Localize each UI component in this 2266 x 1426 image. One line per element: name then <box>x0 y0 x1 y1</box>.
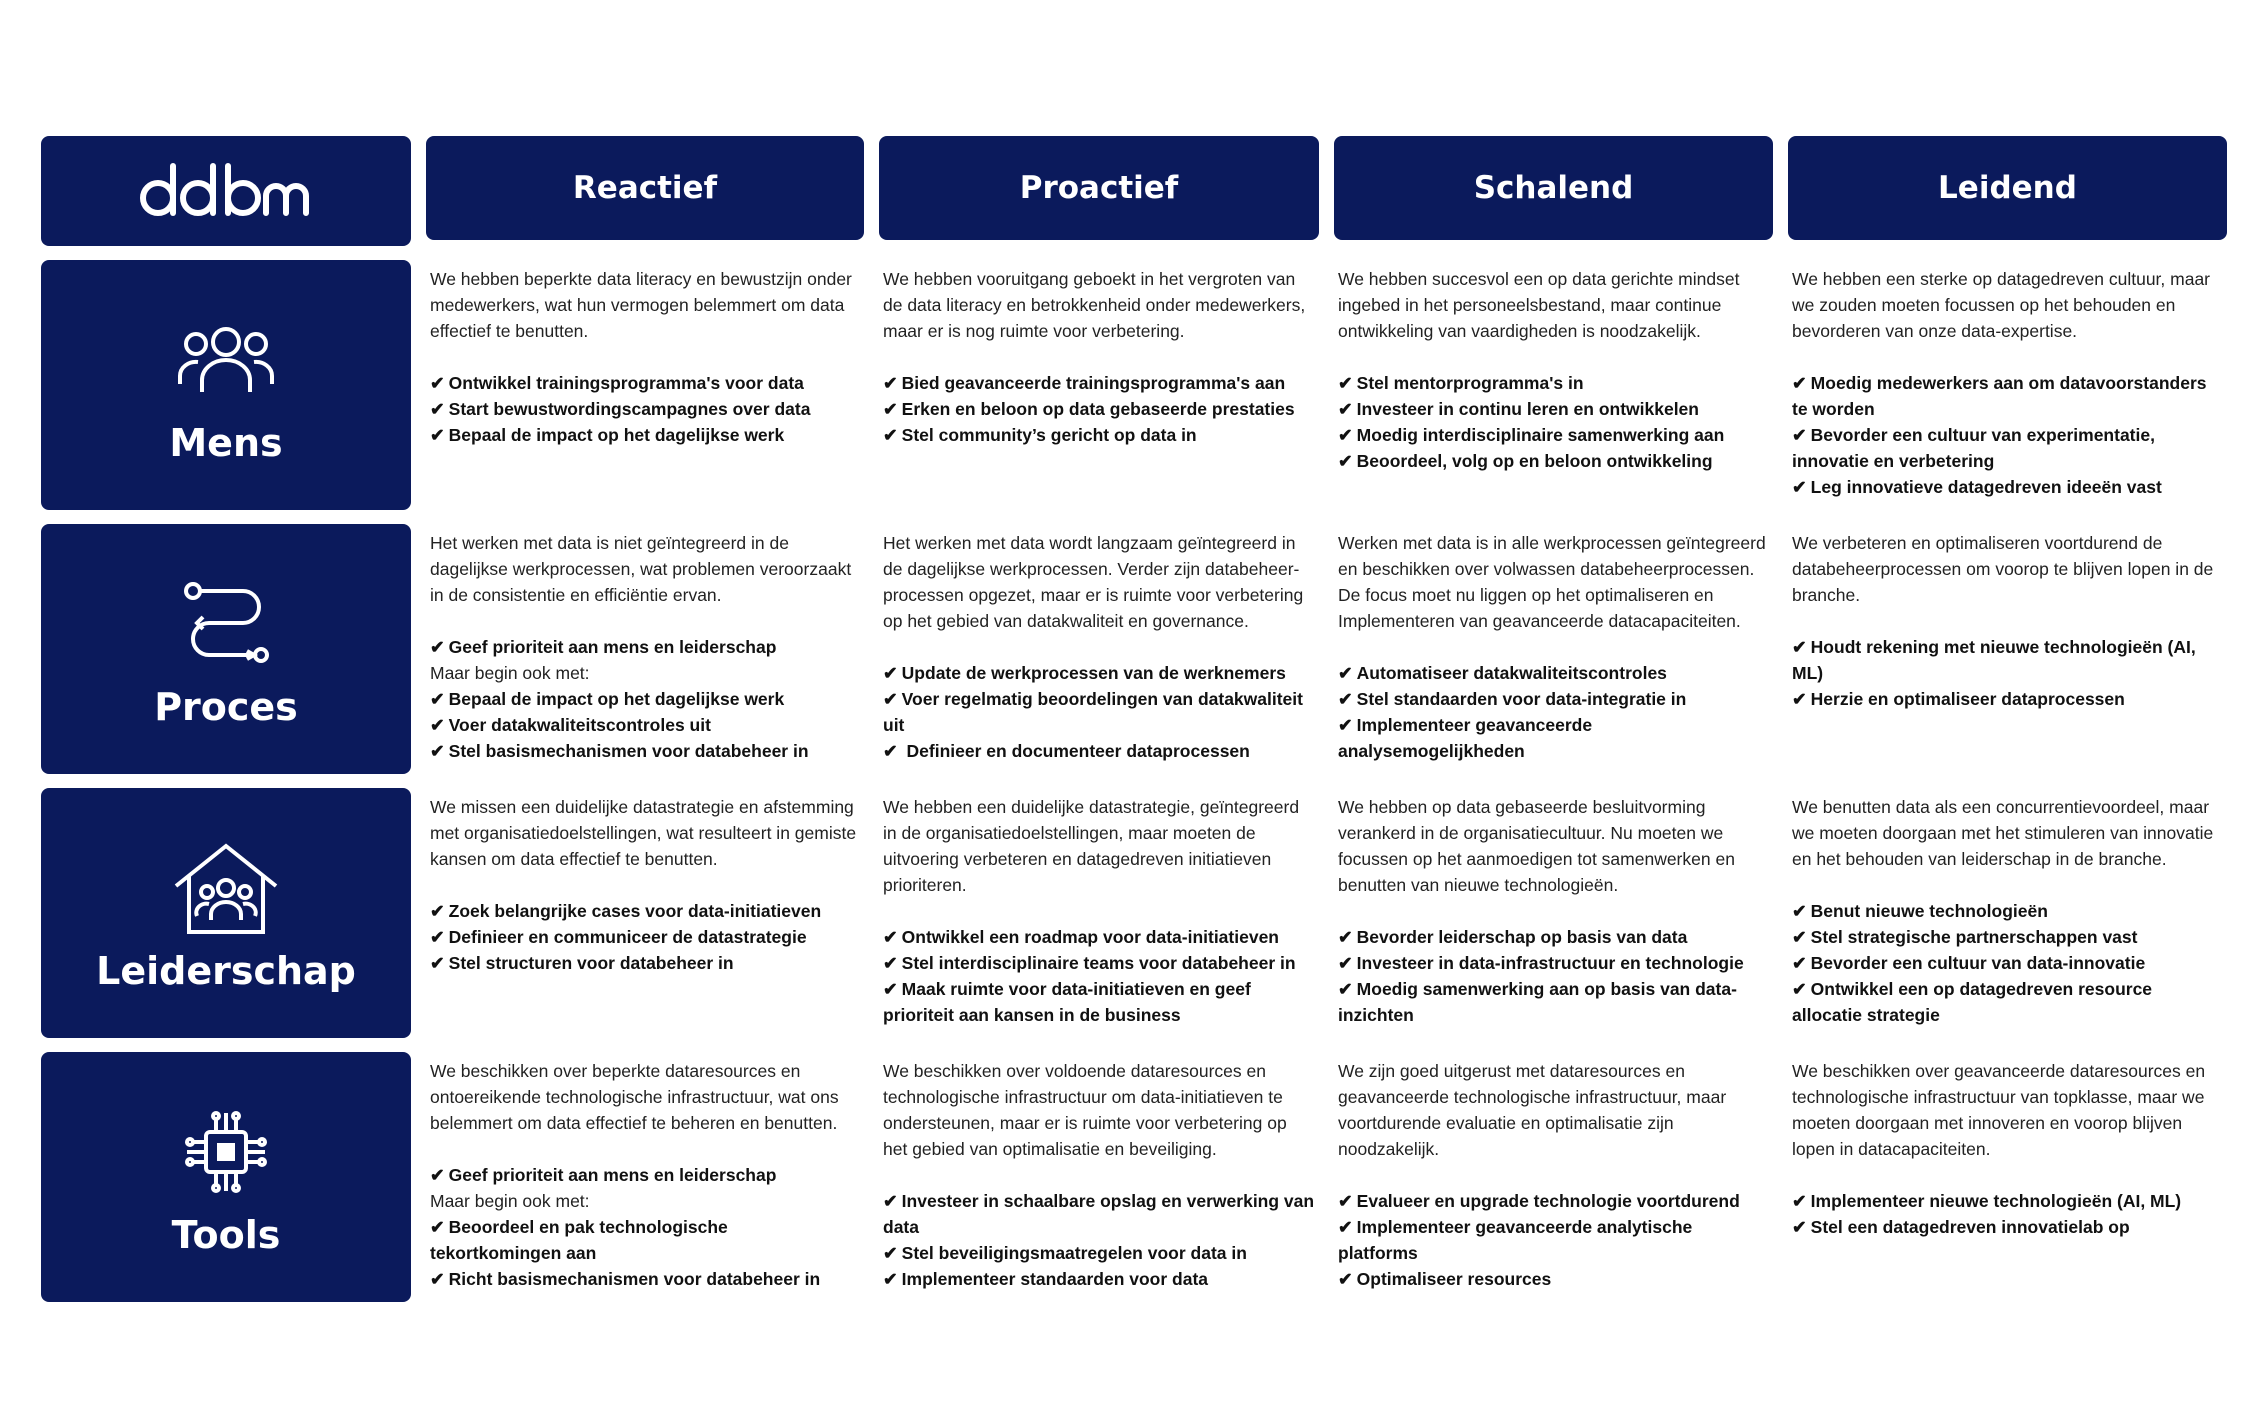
checkmark-icon: ✔ <box>1338 979 1353 999</box>
item-text: Ontwikkel een roadmap voor data-initiatieven <box>901 927 1279 947</box>
action-item <box>883 1266 1315 1292</box>
item-text: Investeer in data-infrastructuur en technologie <box>1356 953 1744 973</box>
action-item <box>883 370 1315 396</box>
item-text: Stel standaarden voor data-integratie in <box>1356 689 1687 709</box>
checkmark-icon: ✔ <box>430 901 445 921</box>
action-item <box>1338 712 1769 764</box>
item-text: Zoek belangrijke cases voor data-initiatieven <box>448 901 822 921</box>
cell-description: We hebben een duidelijke datastrategie, geïntegreerd in de organisatiedoelstellingen, maar moeten de uitvoering verbeteren en datagedreven initiatieven prioriteren. <box>883 797 1300 895</box>
item-text: Houdt rekening met nieuwe technologieën (AI, ML) <box>1792 637 2196 683</box>
action-item <box>430 396 860 422</box>
item-text: Bied geavanceerde trainingsprogramma's aan <box>901 373 1286 393</box>
action-item <box>430 686 860 712</box>
cell-tools-leidend <box>1788 1052 2227 1302</box>
note-text <box>430 660 860 686</box>
item-text: Herzie en optimaliseer dataprocessen <box>1810 689 2125 709</box>
checkmark-icon: ✔ <box>1792 927 1807 947</box>
action-item <box>1338 976 1769 1028</box>
cell-leiderschap-leidend <box>1788 788 2227 1038</box>
checkmark-icon: ✔ <box>1338 451 1353 471</box>
cell-description: We zijn goed uitgerust met dataresources en geavanceerde technologische infrastructuur, maar voortdurende evaluatie en optimalisatie zijn noodzakelijk. <box>1338 1061 1727 1159</box>
action-item <box>1338 1188 1769 1214</box>
action-item <box>1338 660 1769 686</box>
item-text: Definieer en communiceer de datastrategie <box>448 927 807 947</box>
checkmark-icon: ✔ <box>1338 927 1353 947</box>
item-text: Bepaal de impact op het dagelijkse werk <box>448 689 785 709</box>
checkmark-icon: ✔ <box>1338 399 1353 419</box>
house-people-icon <box>171 833 281 943</box>
cell-mens-leidend <box>1788 260 2227 510</box>
cell-description: We hebben op data gebaseerde besluitvorming verankerd in de organisatiecultuur. Nu moeten we focussen op het aanmoedigen tot samenwerken en benutten van nieuwe technologieën. <box>1338 797 1735 895</box>
checkmark-icon: ✔ <box>430 953 445 973</box>
action-item <box>1338 924 1769 950</box>
checkmark-icon: ✔ <box>883 741 898 761</box>
action-item <box>883 1240 1315 1266</box>
row-title: Leiderschap <box>96 949 356 993</box>
action-item <box>1792 1214 2223 1240</box>
checkmark-icon: ✔ <box>430 1165 445 1185</box>
cell-description: Het werken met data is niet geïntegreerd in de dagelijkse werkprocessen, wat problemen veroorzaakt in de consistentie en efficiëntie ervan. <box>430 533 852 605</box>
action-item <box>1792 898 2223 924</box>
item-text: Ontwikkel een op datagedreven resource allocatie strategie <box>1792 979 2153 1025</box>
item-text: Bevorder leiderschap op basis van data <box>1356 927 1688 947</box>
checkmark-icon: ✔ <box>1338 953 1353 973</box>
action-item <box>1792 370 2223 422</box>
item-text: Bevorder een cultuur van data-innovatie <box>1810 953 2146 973</box>
checkmark-icon: ✔ <box>883 979 898 999</box>
checkmark-icon: ✔ <box>430 637 445 657</box>
item-text: Automatiseer datakwaliteitscontroles <box>1356 663 1667 683</box>
cell-leiderschap-reactief <box>426 788 864 1038</box>
action-item <box>1338 396 1769 422</box>
process-flow-icon <box>171 569 281 679</box>
cell-proces-schalend <box>1334 524 1773 774</box>
cell-tools-schalend <box>1334 1052 1773 1302</box>
action-item <box>430 634 860 660</box>
checkmark-icon: ✔ <box>883 399 898 419</box>
item-text: Beoordeel en pak technologische tekortkomingen aan <box>430 1217 728 1263</box>
checkmark-icon: ✔ <box>1792 901 1807 921</box>
cell-proces-leidend <box>1788 524 2227 774</box>
people-icon <box>171 305 281 415</box>
checkmark-icon: ✔ <box>1338 373 1353 393</box>
cell-description: We hebben een sterke op datagedreven cultuur, maar we zouden moeten focussen op het behouden en bevorderen van onze data-expertise. <box>1792 269 2211 341</box>
row-title: Mens <box>169 421 283 465</box>
checkmark-icon: ✔ <box>883 1243 898 1263</box>
logo <box>41 136 411 246</box>
action-item <box>1338 686 1769 712</box>
checkmark-icon: ✔ <box>1338 1191 1353 1211</box>
action-item <box>1792 976 2223 1028</box>
action-item <box>1338 448 1769 474</box>
row-label-proces <box>41 524 411 774</box>
action-item <box>430 738 860 764</box>
checkmark-icon: ✔ <box>1792 953 1807 973</box>
row-label-mens <box>41 260 411 510</box>
item-text: Bepaal de impact op het dagelijkse werk <box>448 425 785 445</box>
action-item <box>430 1162 860 1188</box>
item-text: Investeer in schaalbare opslag en verwerking van data <box>883 1191 1315 1237</box>
checkmark-icon: ✔ <box>430 373 445 393</box>
action-item <box>883 950 1315 976</box>
checkmark-icon: ✔ <box>883 689 898 709</box>
item-text: Richt basismechanismen voor databeheer in <box>448 1269 821 1289</box>
checkmark-icon: ✔ <box>1792 689 1807 709</box>
checkmark-icon: ✔ <box>1792 477 1807 497</box>
item-text: Implementeer nieuwe technologieën (AI, ML) <box>1810 1191 2182 1211</box>
cell-description: We verbeteren en optimaliseren voortdurend de databeheerprocessen om voorop te blijven lopen in de branche. <box>1792 533 2214 605</box>
cell-description: We benutten data als een concurrentievoordeel, maar we moeten doorgaan met het stimuleren van innovatie en het behouden van leiderschap in de branche. <box>1792 797 2214 869</box>
action-item <box>883 422 1315 448</box>
cell-tools-proactief <box>879 1052 1319 1302</box>
checkmark-icon: ✔ <box>430 715 445 735</box>
checkmark-icon: ✔ <box>430 425 445 445</box>
item-text: Benut nieuwe technologieën <box>1810 901 2048 921</box>
item-text: Start bewustwordingscampagnes over data <box>448 399 811 419</box>
column-header-leidend: Leidend <box>1788 136 2227 240</box>
action-item <box>1338 950 1769 976</box>
action-item <box>430 1266 860 1292</box>
row-title: Tools <box>171 1213 281 1257</box>
checkmark-icon: ✔ <box>883 1269 898 1289</box>
checkmark-icon: ✔ <box>883 927 898 947</box>
checkmark-icon: ✔ <box>1338 1217 1353 1237</box>
action-item <box>1792 950 2223 976</box>
checkmark-icon: ✔ <box>883 1191 898 1211</box>
action-item <box>883 1188 1315 1240</box>
action-item <box>883 396 1315 422</box>
action-item <box>1338 1266 1769 1292</box>
item-text: Maak ruimte voor data-initiatieven en geef prioriteit aan kansen in de business <box>883 979 1251 1025</box>
item-text: Beoordeel, volg op en beloon ontwikkeling <box>1356 451 1713 471</box>
row-label-leiderschap <box>41 788 411 1038</box>
cell-description: Werken met data is in alle werkprocessen geïntegreerd en beschikken over volwassen databeheerprocessen. De focus moet nu liggen op het optimaliseren en Implementeren van geavanceerde datacapaciteiten. <box>1338 533 1766 631</box>
item-text: Evalueer en upgrade technologie voortdurend <box>1356 1191 1740 1211</box>
item-text: Update de werkprocessen van de werknemers <box>901 663 1286 683</box>
action-item <box>430 898 860 924</box>
item-text: Investeer in continu leren en ontwikkelen <box>1356 399 1699 419</box>
item-text: Stel basismechanismen voor databeheer in <box>448 741 809 761</box>
checkmark-icon: ✔ <box>430 399 445 419</box>
action-item <box>883 660 1315 686</box>
item-text: Ontwikkel trainingsprogramma's voor data <box>448 373 804 393</box>
checkmark-icon: ✔ <box>1338 425 1353 445</box>
checkmark-icon: ✔ <box>430 1269 445 1289</box>
action-item <box>1792 422 2223 474</box>
action-item <box>883 976 1315 1028</box>
checkmark-icon: ✔ <box>1792 425 1807 445</box>
item-text: Implementeer geavanceerde analysemogelijkheden <box>1338 715 1593 761</box>
cell-mens-proactief <box>879 260 1319 510</box>
ddbm-logo-icon <box>136 156 316 226</box>
cell-description: We hebben succesvol een op data gerichte mindset ingebed in het personeelsbestand, maar continue ontwikkeling van vaardigheden is noodzakelijk. <box>1338 269 1740 341</box>
item-text: Maar begin ook met: <box>430 663 590 683</box>
item-text: Stel mentorprogramma's in <box>1356 373 1584 393</box>
action-item <box>430 370 860 396</box>
action-item <box>1792 474 2223 500</box>
item-text: Voer datakwaliteitscontroles uit <box>448 715 711 735</box>
checkmark-icon: ✔ <box>1792 1217 1807 1237</box>
cell-description: We hebben beperkte data literacy en bewustzijn onder medewerkers, wat hun vermogen belemmert om data effectief te benutten. <box>430 269 852 341</box>
item-text: Stel community’s gericht op data in <box>901 425 1197 445</box>
maturity-matrix <box>41 136 2227 1302</box>
item-text: Maar begin ook met: <box>430 1191 590 1211</box>
action-item <box>1792 686 2223 712</box>
checkmark-icon: ✔ <box>430 741 445 761</box>
item-text: Moedig interdisciplinaire samenwerking aan <box>1356 425 1725 445</box>
action-item <box>1338 422 1769 448</box>
cell-leiderschap-proactief <box>879 788 1319 1038</box>
item-text: Geef prioriteit aan mens en leiderschap <box>448 1165 777 1185</box>
action-item <box>883 738 1315 764</box>
checkmark-icon: ✔ <box>883 953 898 973</box>
action-item <box>430 924 860 950</box>
action-item <box>1338 370 1769 396</box>
action-item <box>1792 1188 2223 1214</box>
item-text: Bevorder een cultuur van experimentatie, innovatie en verbetering <box>1792 425 2155 471</box>
item-text: Stel een datagedreven innovatielab op <box>1810 1217 2130 1237</box>
cell-description: We hebben vooruitgang geboekt in het vergroten van de data literacy en betrokkenheid onder medewerkers, maar er is nog ruimte voor verbetering. <box>883 269 1306 341</box>
column-header-reactief: Reactief <box>426 136 864 240</box>
action-item <box>1792 924 2223 950</box>
checkmark-icon: ✔ <box>1792 373 1807 393</box>
cell-description: We beschikken over geavanceerde dataresources en technologische infrastructuur van topklasse, maar we moeten doorgaan met innoveren en voorop blijven lopen in datacapaciteiten. <box>1792 1061 2206 1159</box>
action-item <box>883 924 1315 950</box>
chip-icon <box>171 1097 281 1207</box>
item-text: Moedig medewerkers aan om datavoorstanders te worden <box>1792 373 2207 419</box>
checkmark-icon: ✔ <box>883 373 898 393</box>
item-text: Definieer en documenteer dataprocessen <box>901 741 1250 761</box>
cell-tools-reactief <box>426 1052 864 1302</box>
checkmark-icon: ✔ <box>430 927 445 947</box>
checkmark-icon: ✔ <box>1338 1269 1353 1289</box>
action-item <box>1792 634 2223 686</box>
column-header-schalend: Schalend <box>1334 136 1773 240</box>
checkmark-icon: ✔ <box>883 663 898 683</box>
action-item <box>430 950 860 976</box>
item-text: Voer regelmatig beoordelingen van datakwaliteit uit <box>883 689 1303 735</box>
column-header-proactief: Proactief <box>879 136 1319 240</box>
note-text <box>430 1188 860 1214</box>
action-item <box>883 686 1315 738</box>
checkmark-icon: ✔ <box>1338 663 1353 683</box>
cell-description: Het werken met data wordt langzaam geïntegreerd in de dagelijkse werkprocessen. Verder zijn databeheer-processen opgezet, maar er is ruimte voor verbetering op het gebied van datakwaliteit en governance. <box>883 533 1304 631</box>
cell-description: We beschikken over beperkte dataresources en ontoereikende technologische infrastructuur, wat ons belemmert om data effectief te beheren en benutten. <box>430 1061 839 1133</box>
checkmark-icon: ✔ <box>883 425 898 445</box>
checkmark-icon: ✔ <box>430 1217 445 1237</box>
cell-mens-schalend <box>1334 260 1773 510</box>
checkmark-icon: ✔ <box>1792 979 1807 999</box>
row-label-tools <box>41 1052 411 1302</box>
action-item <box>430 712 860 738</box>
cell-proces-proactief <box>879 524 1319 774</box>
cell-leiderschap-schalend <box>1334 788 1773 1038</box>
item-text: Implementeer geavanceerde analytische platforms <box>1338 1217 1693 1263</box>
cell-description: We missen een duidelijke datastrategie en afstemming met organisatiedoelstellingen, wat resulteert in gemiste kansen om data effectief te benutten. <box>430 797 857 869</box>
action-item <box>1338 1214 1769 1266</box>
action-item <box>430 1214 860 1266</box>
item-text: Geef prioriteit aan mens en leiderschap <box>448 637 777 657</box>
checkmark-icon: ✔ <box>1338 715 1353 735</box>
item-text: Stel interdisciplinaire teams voor databeheer in <box>901 953 1296 973</box>
checkmark-icon: ✔ <box>1792 1191 1807 1211</box>
item-text: Stel structuren voor databeheer in <box>448 953 734 973</box>
cell-proces-reactief <box>426 524 864 774</box>
item-text: Stel strategische partnerschappen vast <box>1810 927 2138 947</box>
item-text: Erken en beloon op data gebaseerde prestaties <box>901 399 1295 419</box>
item-text: Leg innovatieve datagedreven ideeën vast <box>1810 477 2162 497</box>
item-text: Moedig samenwerking aan op basis van data-inzichten <box>1338 979 1737 1025</box>
item-text: Implementeer standaarden voor data <box>901 1269 1209 1289</box>
cell-mens-reactief <box>426 260 864 510</box>
row-title: Proces <box>154 685 298 729</box>
item-text: Optimaliseer resources <box>1356 1269 1552 1289</box>
checkmark-icon: ✔ <box>1792 637 1807 657</box>
checkmark-icon: ✔ <box>1338 689 1353 709</box>
action-item <box>430 422 860 448</box>
cell-description: We beschikken over voldoende dataresources en technologische infrastructuur om data-initiatieven te ondersteunen, maar er is ruimte voor verbetering op het gebied van optimalisatie en beveiliging. <box>883 1061 1287 1159</box>
item-text: Stel beveiligingsmaatregelen voor data in <box>901 1243 1247 1263</box>
checkmark-icon: ✔ <box>430 689 445 709</box>
